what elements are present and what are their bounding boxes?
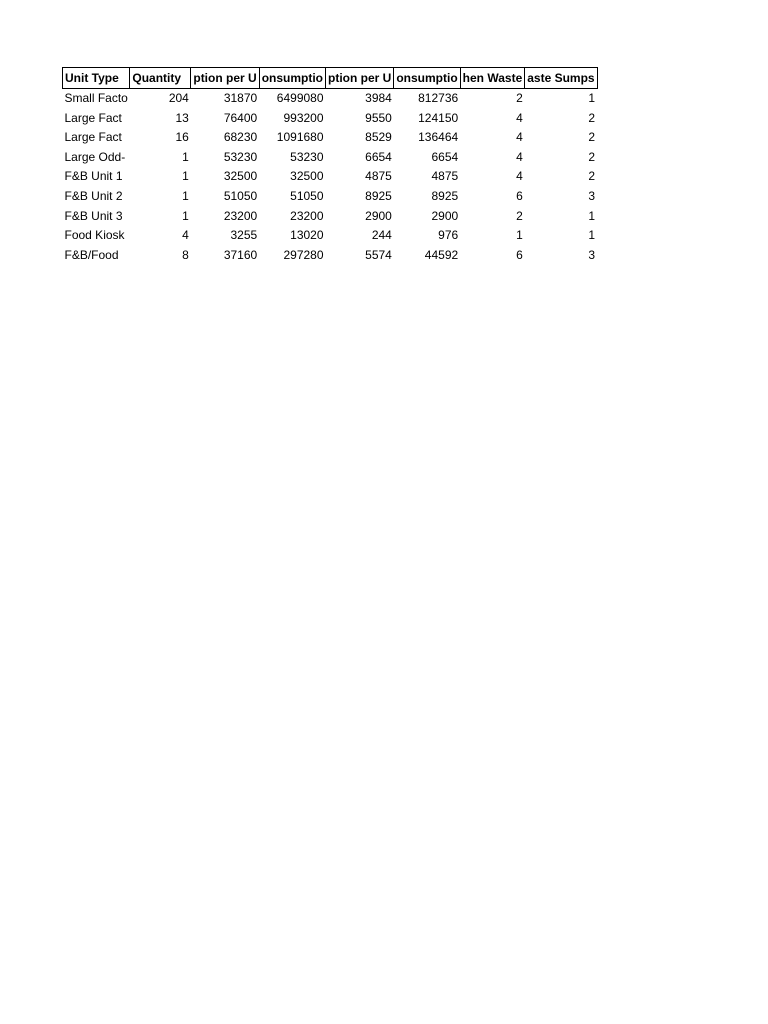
table-cell[interactable]: 3 [588, 188, 596, 203]
table-cell[interactable]: 23200 [290, 208, 324, 223]
spreadsheet-table [62, 67, 598, 265]
table-cell[interactable]: 4 [516, 130, 523, 145]
table-row [63, 128, 598, 148]
table-cell[interactable]: 8925 [431, 188, 459, 203]
table-cell[interactable]: 1 [588, 91, 596, 105]
table-cell[interactable]: Large Fact [64, 110, 122, 125]
table-cell[interactable]: 8925 [365, 188, 392, 203]
table-cell[interactable]: 6654 [365, 149, 392, 164]
table-cell[interactable]: 1 [588, 208, 596, 223]
header-cell-consumption-per-unit-1[interactable]: ption per U [191, 68, 259, 89]
table-cell[interactable]: 1 [588, 228, 596, 243]
table-cell[interactable]: 6 [516, 188, 523, 203]
table-cell[interactable]: 3 [588, 247, 596, 262]
table-cell[interactable]: Large Fact [64, 130, 122, 145]
table-cell[interactable]: 1 [182, 169, 189, 184]
table-cell[interactable]: 2900 [365, 208, 392, 223]
table-cell[interactable]: 1 [182, 149, 189, 164]
table-cell[interactable]: 4875 [365, 169, 392, 184]
table-cell[interactable]: 6499080 [276, 91, 324, 105]
table-cell[interactable]: 3255 [230, 228, 258, 243]
table-cell[interactable]: 53230 [223, 149, 258, 164]
table-cell[interactable]: 2 [588, 149, 596, 164]
table-cell[interactable]: 1 [182, 208, 189, 223]
table-row [63, 89, 598, 109]
table-cell[interactable]: Food Kiosk [64, 228, 125, 243]
table-cell[interactable]: 2 [588, 110, 596, 125]
table-cell[interactable]: Large Odd- [64, 149, 126, 164]
table-cell[interactable]: 2 [516, 208, 523, 223]
table-cell[interactable]: 2 [588, 169, 596, 184]
table-cell[interactable]: 204 [168, 91, 189, 105]
table-cell[interactable]: 3984 [365, 91, 392, 105]
table-cell[interactable]: Small Facto [64, 91, 128, 105]
header-cell-consumption-1[interactable]: onsumptio [259, 68, 325, 89]
table-cell[interactable]: 16 [175, 130, 189, 145]
table-cell[interactable]: 1 [516, 228, 523, 243]
table-cell[interactable]: F&B Unit 3 [64, 208, 123, 223]
header-cell-consumption-per-unit-2[interactable]: ption per U [326, 68, 394, 89]
table-cell[interactable]: 1 [182, 188, 189, 203]
table-row [63, 246, 598, 266]
table-cell[interactable]: 37160 [223, 247, 258, 262]
table-cell[interactable]: 32500 [290, 169, 324, 184]
header-cell-kitchen-waste[interactable]: hen Waste [460, 68, 525, 89]
table-cell[interactable]: 6 [516, 247, 523, 262]
table-cell[interactable]: 4 [516, 169, 523, 184]
table-cell[interactable]: 6654 [431, 149, 459, 164]
table-cell[interactable]: 244 [371, 228, 392, 243]
table-cell[interactable]: 23200 [223, 208, 258, 223]
table-cell[interactable]: F&B Unit 2 [64, 188, 123, 203]
table-cell[interactable]: 124150 [418, 110, 459, 125]
header-row [63, 68, 598, 89]
table-cell[interactable]: 2900 [431, 208, 459, 223]
table-cell[interactable]: 4 [516, 110, 523, 125]
table-row [63, 187, 598, 207]
table-cell[interactable]: 993200 [283, 110, 324, 125]
table-cell[interactable]: 976 [438, 228, 459, 243]
table-cell[interactable]: 5574 [365, 247, 392, 262]
table-row [63, 226, 598, 246]
table-cell[interactable]: 2 [588, 130, 596, 145]
table-row [63, 167, 598, 187]
table-cell[interactable]: 68230 [223, 130, 258, 145]
table-cell[interactable]: 76400 [223, 110, 258, 125]
table-cell[interactable]: 297280 [283, 247, 324, 262]
table-row [63, 109, 598, 129]
table-cell[interactable]: 4 [182, 228, 189, 243]
table-cell[interactable]: 8529 [365, 130, 392, 145]
table-cell[interactable]: 1091680 [276, 130, 324, 145]
table-cell[interactable]: 53230 [290, 149, 324, 164]
table-cell[interactable]: 4 [516, 149, 523, 164]
table-cell[interactable]: 4875 [431, 169, 459, 184]
table-cell[interactable]: 13 [175, 110, 189, 125]
table-cell[interactable]: 8 [182, 247, 189, 262]
table-cell[interactable]: 9550 [365, 110, 392, 125]
table-cell[interactable]: 812736 [418, 91, 459, 105]
table-cell[interactable]: 2 [516, 91, 523, 105]
table-cell[interactable]: 44592 [424, 247, 459, 262]
table-cell[interactable]: 31870 [223, 91, 258, 105]
header-cell-quantity[interactable]: Quantity [130, 68, 191, 89]
table-cell[interactable]: 51050 [290, 188, 324, 203]
table-cell[interactable]: 51050 [223, 188, 258, 203]
header-cell-consumption-2[interactable]: onsumptio [394, 68, 460, 89]
table-row [63, 207, 598, 227]
table-cell[interactable]: 13020 [290, 228, 324, 243]
header-cell-waste-sumps[interactable]: aste Sumps [525, 68, 597, 89]
table-row [63, 148, 598, 168]
table-cell[interactable]: F&B Unit 1 [64, 169, 123, 184]
table-cell[interactable]: 32500 [223, 169, 258, 184]
table-cell[interactable]: 136464 [418, 130, 459, 145]
header-cell-unit-type[interactable]: Unit Type [63, 68, 130, 89]
table-cell[interactable]: F&B/Food [64, 247, 119, 262]
